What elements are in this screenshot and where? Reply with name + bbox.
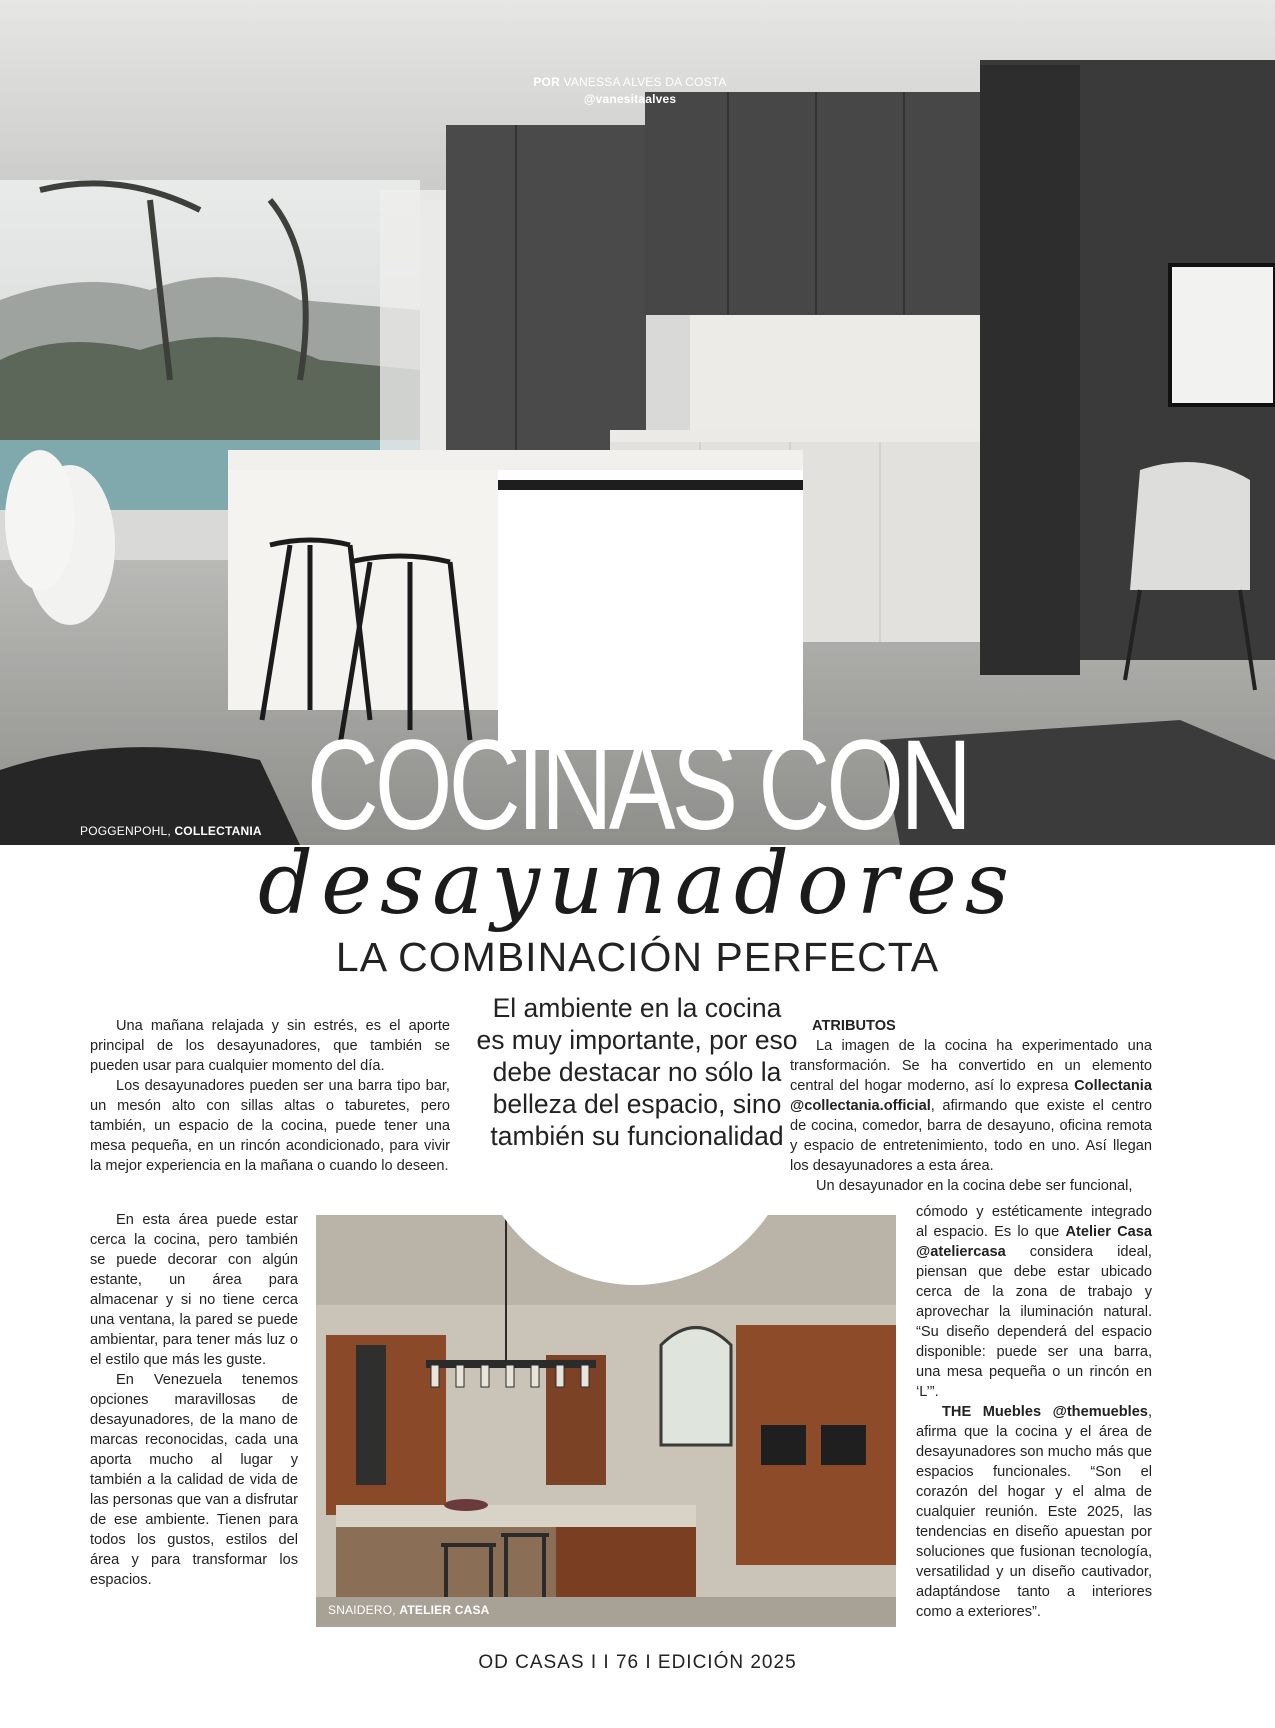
- left-paragraph-4: En Venezuela tenemos opciones maravillosas de desayunadores, de la mano de marcas reconocidas, cada una aporta mucho al lugar y también a la calidad de vida de las personas que van a disfrutar de ese ambiente. Tienen para todos los gustos, estilos del área y para transformar los espacios.: [90, 1372, 298, 1588]
- right-column-bottom: [916, 1202, 1152, 1622]
- photo2-credit-store: ATELIER CASA: [399, 1603, 490, 1617]
- left-paragraph-3: En esta área puede estar cerca la cocina, pero también se puede decorar con algún estante, un área para almacenar y si no tiene cerca una ventana, la pared se puede ambientar, para tener más luz o el estilo que más les guste.: [90, 1212, 298, 1368]
- right-paragraph-2: [916, 1202, 1152, 1402]
- pullquote: El ambiente en la cocina es muy importante, por eso debe destacar no sólo la belleza del espacio, sino también su funcionalidad: [476, 993, 798, 1151]
- right-p1-end: , afirmando que existe el centro de cocina, comedor, barra de desayuno, oficina remota y espacio de entretenimiento, todo en uno. Así llegan los desayunadores a esta área.: [790, 1098, 1152, 1174]
- collectania-brand: Collectania @collectania.official: [790, 1078, 1152, 1114]
- photo2-credit-brand: SNAIDERO,: [328, 1603, 396, 1617]
- byline-handle: @vanesitaalves: [583, 92, 677, 106]
- ateliercasa-brand: Atelier Casa @ateliercasa: [916, 1224, 1152, 1260]
- hero-credit-brand: POGGENPOHL,: [80, 824, 171, 838]
- page-footer: OD CASAS I I 76 I EDICIÓN 2025: [478, 1652, 797, 1673]
- left-paragraph-1: Una mañana relajada y sin estrés, es el aporte principal de los desayunadores, que también se pueden usar para cualquier momento del día.: [90, 1018, 450, 1074]
- photo2-credit: [328, 1603, 490, 1617]
- right-paragraph-2-start: Un desayunador en la cocina debe ser funcional,: [816, 1178, 1133, 1194]
- right-column-top: [790, 1016, 1152, 1196]
- author-byline: [500, 74, 760, 108]
- hero-credit-store: COLLECTANIA: [174, 824, 262, 838]
- left-column-bottom: [90, 1210, 298, 1590]
- right-p2-cont: cómodo y estéticamente integrado al espacio. Es lo que: [916, 1204, 1152, 1240]
- right-p3-end: , afirma que la cocina y el área de desayunadores son mucho más que espacios funcionales. “Son el corazón del hogar y el alma de cualquier reunión. Este 2025, las tendencias en diseño apuestan por soluciones que fusionan tecnología, versatilidad y un diseño cautivador, adaptándose tanto a interiores como a exteriores”.: [916, 1404, 1152, 1620]
- headline-main: COCINAS CON: [306, 714, 969, 857]
- section-heading-atributos: ATRIBUTOS: [812, 1018, 896, 1034]
- right-p1-start: La imagen de la cocina ha experimentado una transformación. Se ha convertido en un elemento central del hogar moderno, así lo expresa: [790, 1038, 1152, 1094]
- headline-subtitle: LA COMBINACIÓN PERFECTA: [335, 934, 940, 980]
- left-column-top: [90, 1016, 450, 1176]
- headline-script: desayunadores: [258, 834, 1017, 934]
- right-p2-end: considera ideal, piensan que debe estar ubicado cerca de la zona de trabajo y aprovechar la iluminación natural. “Su diseño dependerá del espacio disponible: puede ser una barra, una mesa pequeña o un rincón en ‘L’”.: [916, 1244, 1152, 1400]
- right-paragraph-3: [916, 1402, 1152, 1622]
- themuebles-brand: THE Muebles @themuebles: [942, 1404, 1148, 1420]
- left-paragraph-2: Los desayunadores pueden ser una barra tipo bar, un mesón alto con sillas altas o taburetes, pero también, un espacio de la cocina, puede tener una mesa pequeña, en un rincón acondicionado, para vivir la mejor experiencia en la mañana o cuando lo deseen.: [90, 1078, 450, 1174]
- byline-author: VANESSA ALVES DA COSTA: [563, 75, 727, 89]
- byline-label: POR: [533, 75, 560, 89]
- right-paragraph-1: [790, 1036, 1152, 1176]
